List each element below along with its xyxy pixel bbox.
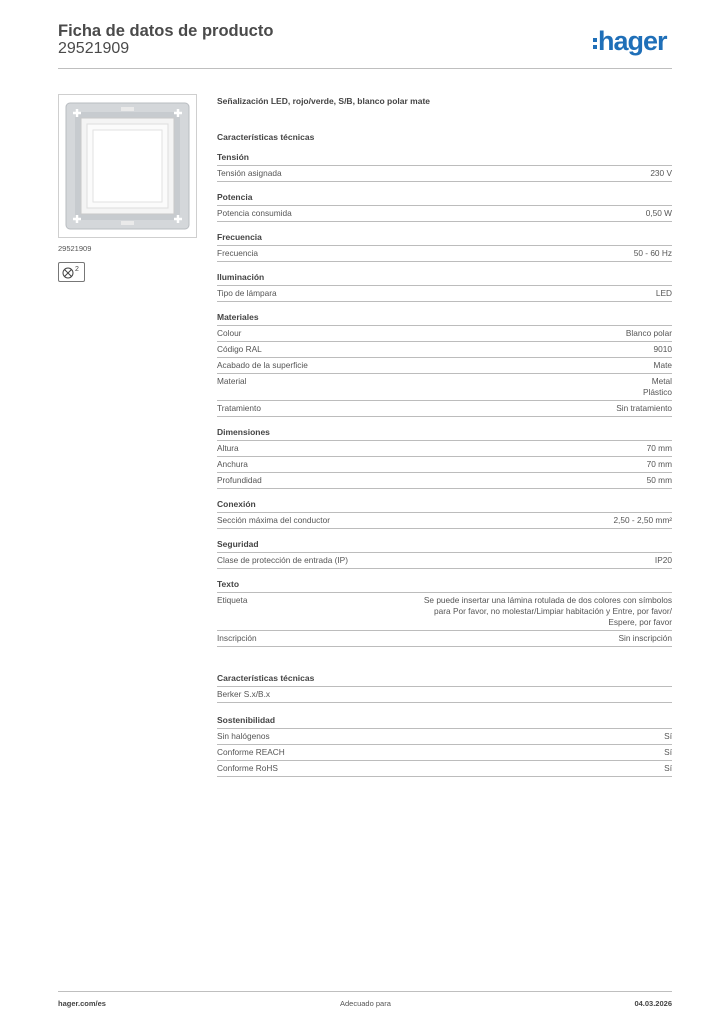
spec-value: 50 - 60 Hz: [633, 248, 672, 258]
section-title: Características técnicas: [217, 132, 315, 142]
hager-logo: [593, 26, 667, 56]
spec-value: 70 mm: [646, 443, 672, 453]
spec-row: [217, 342, 672, 358]
spec-value: LED: [655, 288, 672, 298]
spec-label: Altura: [217, 443, 239, 453]
spec-value: Blanco polar: [625, 328, 672, 338]
spec-group-texto: [217, 579, 672, 647]
group-title: Frecuencia: [217, 232, 672, 246]
group-title: Tensión: [217, 152, 672, 166]
spec-value: Sin inscripción: [618, 633, 672, 643]
symbol-superscript: 2: [75, 266, 79, 273]
group-title: Sostenibilidad: [217, 715, 672, 729]
spec-value: 70 mm: [646, 459, 672, 469]
spec-label: Sin halógenos: [217, 731, 270, 741]
spec-value: Sí: [664, 763, 672, 773]
group-title: Potencia: [217, 192, 672, 206]
spec-row: [217, 631, 672, 647]
product-number: 29521909: [58, 40, 130, 57]
spec-value: Sí: [664, 747, 672, 757]
spec-value: [424, 595, 672, 628]
footer-divider: [58, 991, 672, 992]
product-image: [58, 94, 197, 238]
product-photo-icon: [59, 95, 196, 237]
spec-group-tension: [217, 152, 672, 182]
spec-row: [217, 473, 672, 489]
spec-value: IP20: [654, 555, 672, 565]
spec-label: Conforme REACH: [217, 747, 285, 757]
spec-value: 50 mm: [646, 475, 672, 485]
group-title: Dimensiones: [217, 427, 672, 441]
spec-row: [217, 729, 672, 745]
section-title-2: Características técnicas: [217, 673, 672, 687]
spec-content: [217, 96, 672, 777]
spec-row: [217, 246, 672, 262]
spec-value: [643, 376, 672, 398]
spec-value: 0,50 W: [645, 208, 672, 218]
group-title: Iluminación: [217, 272, 672, 286]
spec-value-line: Espere, por favor: [608, 617, 672, 627]
product-subtitle: Señalización LED, rojo/verde, S/B, blanco polar mate: [217, 96, 431, 106]
spec-label: Sección máxima del conductor: [217, 515, 330, 525]
spec-label: Frecuencia: [217, 248, 259, 258]
spec-row: [217, 457, 672, 473]
spec-row: [217, 441, 672, 457]
spec-row: [217, 358, 672, 374]
spec-value-line: Se puede insertar una lámina rotulada de dos colores con símbolos: [423, 595, 672, 605]
spec-group-frecuencia: [217, 232, 672, 262]
spec-value-line: Metal: [651, 376, 672, 386]
spec-label: Berker S.x/B.x: [217, 689, 271, 699]
spec-row: [217, 286, 672, 302]
spec-row: [217, 593, 672, 631]
spec-group-sostenibilidad: [217, 715, 672, 777]
group-title: Texto: [217, 579, 672, 593]
spec-label: Tensión asignada: [217, 168, 282, 178]
footer-note: Adecuado para: [340, 999, 391, 1008]
spec-row: [217, 687, 672, 703]
group-title: Materiales: [217, 312, 672, 326]
spec-row: [217, 745, 672, 761]
spec-group-potencia: [217, 192, 672, 222]
spec-value: 2,50 - 2,50 mm²: [613, 515, 672, 525]
group-title: Seguridad: [217, 539, 672, 553]
spec-label: Conforme RoHS: [217, 763, 278, 773]
spec-row: [217, 206, 672, 222]
spec-label: Anchura: [217, 459, 248, 469]
spec-group-dimensiones: [217, 427, 672, 489]
spec-value: 9010: [653, 344, 672, 354]
spec-label: Potencia consumida: [217, 208, 292, 218]
lamp-symbol-icon: [58, 262, 85, 282]
spec-row: [217, 553, 672, 569]
image-caption: 29521909: [58, 244, 92, 253]
spec-value-line: Plástico: [642, 387, 672, 397]
spec-label: Código RAL: [217, 344, 262, 354]
spec-label: Profundidad: [217, 475, 262, 485]
spec-row: [217, 374, 672, 401]
spec-row: [217, 761, 672, 777]
logo-text: hager: [598, 26, 667, 56]
spec-label: Tipo de lámpara: [217, 288, 277, 298]
spec-value: 230 V: [650, 168, 672, 178]
spec-value: Sin tratamiento: [616, 403, 672, 413]
spec-label: Material: [217, 376, 247, 386]
page-title: Ficha de datos de producto: [58, 22, 274, 40]
header-divider: [58, 68, 672, 69]
spec-row: [217, 401, 672, 417]
spec-value: Mate: [653, 360, 672, 370]
spec-label: Colour: [217, 328, 242, 338]
spec-group-iluminacion: [217, 272, 672, 302]
spec-label: Acabado de la superficie: [217, 360, 308, 370]
spec-row: [217, 326, 672, 342]
spec-label: Tratamiento: [217, 403, 261, 413]
spec-row: [217, 513, 672, 529]
spec-group-materiales: [217, 312, 672, 417]
spec-value: Sí: [664, 731, 672, 741]
footer-date: 04.03.2026: [634, 999, 672, 1008]
spec-label: Clase de protección de entrada (IP): [217, 555, 348, 565]
spec-row: [217, 166, 672, 182]
spec-value-line: para Por favor, no molestar/Limpiar habitación y Entre, por favor/: [434, 606, 672, 616]
spec-group-seguridad: [217, 539, 672, 569]
spec-label: Inscripción: [217, 633, 257, 643]
footer-website: hager.com/es: [58, 999, 106, 1008]
group-title: Conexión: [217, 499, 672, 513]
spec-group-conexion: [217, 499, 672, 529]
spec-label: Etiqueta: [217, 595, 248, 605]
